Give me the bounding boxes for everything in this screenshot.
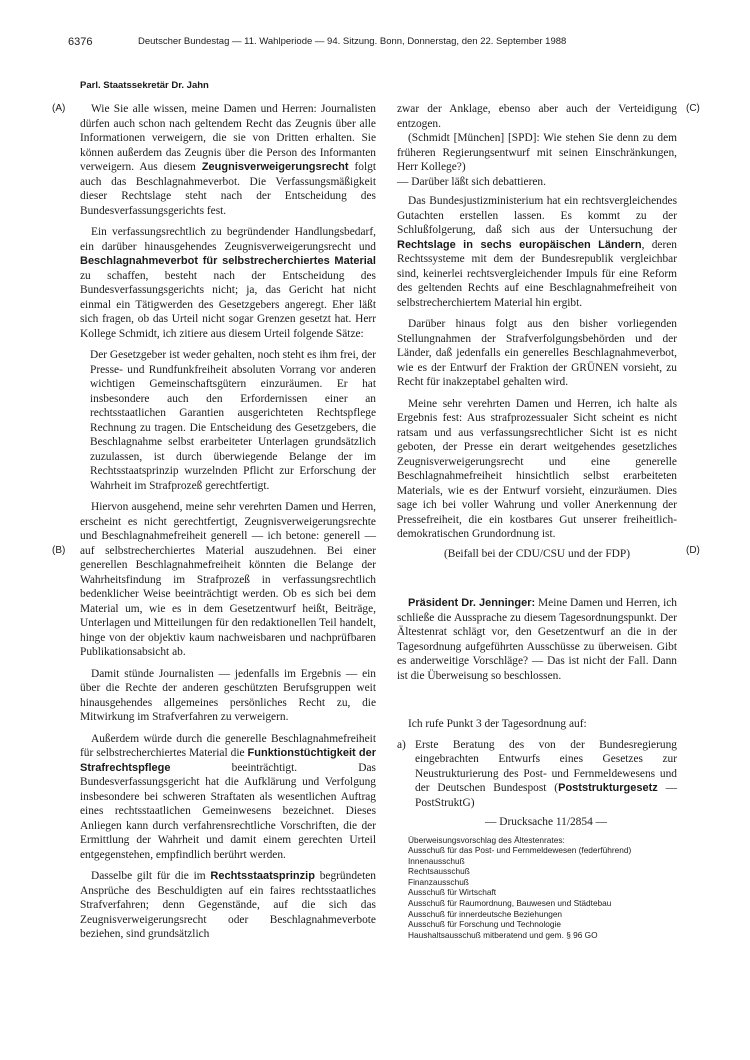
committee-item: Finanzausschuß (408, 876, 469, 887)
paragraph: Das Bundesjustizministerium hat ein rechtsvergleichendes Gutachten erstellen lassen. Es kommt zu der Schlußfolgerung, daß sich aus der Untersuchung der Rechtslage in sechs europäischen Ländern, deren Rechtssysteme mit dem der Bundesrepublik vergleichbar sind, keinerlei rechtsvergleichender Impuls für eine Reform des geltenden Rechts auf eine Beschlagnahmefreiheit von selbstrecherchiertem Material hin ergibt. (397, 195, 677, 309)
paragraph: zwar der Anklage, ebenso aber auch der Verteidigung entzogen. (397, 103, 677, 130)
president-statement: Präsident Dr. Jenninger: Meine Damen und Herren, ich schließe die Aussprache zu diesem Tagesordnungspunkt. Der Ältestenrat schlägt vor, den Gesetzentwurf an die in der Tagesordnung aufgeführten Ausschüsse zu überweisen. Gibt es anderweitige Vorschläge? — Das ist nicht der Fall. Dann ist die Überweisung so beschlossen. (397, 597, 677, 682)
applause: (Beifall bei der CDU/CSU und der FDP) (443, 547, 631, 560)
paragraph: — Darüber läßt sich debattieren. (397, 175, 546, 188)
agenda-call: Ich rufe Punkt 3 der Tagesordnung auf: (408, 718, 587, 730)
page-number: 6376 (68, 36, 93, 48)
interjection: (Schmidt [München] [SPD]: Wie stehen Sie denn zu dem früheren Regierungsentwurf mit seinen Einschränkungen, Herr Kollege?) (397, 132, 677, 173)
committee-item: Rechtsausschuß (408, 866, 470, 877)
right-column (397, 102, 677, 940)
paragraph: Hiervon ausgehend, meine sehr verehrten Damen und Herren, erscheint es nicht gerechtfertigt, Zeugnisverweigerungsrechte und Beschlagnahmefreiheit generell — ich betone: generell — auf selbstrecherchiertes Material auszudehnen. Bei einer generellen Beschlagnahmefreiheit könnten die Belange der Wahrheitsfindung im Strafprozeß in verfassungsrechtlich bedenklicher Weise beeinträchtigt werden. Ob es sich bei dem Material um, wie es in dem Gesetzentwurf heißt, Beiträge, Unterlagen und Mitteilungen für den redaktionellen Teil handelt, hinge von der objektiv kaum nachweisbaren und nachprüfbaren Publikationsabsicht ab. (80, 501, 376, 658)
drucksache: — Drucksache 11/2854 — (485, 816, 607, 828)
agenda-item-text: Erste Beratung des von der Bundesregierung eingebrachten Entwurfs eines Gesetzes zur Neustrukturierung des Post- und Fernmeldewesens und der Deutschen Bundespost (Poststrukturgesetz — PostStruktG) (415, 738, 677, 809)
committee-item: Haushaltsausschuß mitberatend und gem. § 96 GO (408, 929, 598, 940)
paragraph: Dasselbe gilt für die im Rechtsstaatsprinzip begründeten Ansprüche des Beschuldigten auf ein faires rechtsstaatliches Strafverfahren; denn Gegenstände, auf die sich das Zeugnisverweigerungsrecht oder Beschlagnahmeverbote beziehen, sind grundsätzlich (80, 870, 376, 940)
margin-mark-b: (B) (52, 545, 66, 556)
paragraph: Wie Sie alle wissen, meine Damen und Herren: Journalisten dürfen auch schon nach geltendem Recht das Zeugnis über alle Informationen verweigern, die sie von Dritten erhalten. Sie können außerdem das Zeugnis über die Person des Informanten verweigern. Aus diesem Zeugnisverweigerungsrecht folgt auch das Beschlagnahmeverbot. Die Verfassungsmäßigkeit dieser Rechtslage steht nach der Entscheidung des Bundesverfassungsgerichts fest. (80, 103, 376, 217)
paragraph: Meine sehr verehrten Damen und Herren, ich halte als Ergebnis fest: Aus strafprozessualer Sicht scheint es nicht ratsam und aus verfassungsrechtlicher Sicht ist es nicht geboten, der Presse ein derart weitgehendes gesetzliches Zeugnisverweigerungsrecht und eine generelle Beschlagnahmefreiheit hinsichtlich selbst erarbeiteten Materials, wie es der Entwurf vorsieht, einzuräumen. Dies sage ich bei voller Wahrung und voller Anerkennung der Pressefreiheit, die ein kostbares Gut unserer freiheitlich-demokratischen Grundordnung ist. (397, 397, 677, 540)
paragraph: Damit stünde Journalisten — jedenfalls im Ergebnis — ein über die Rechte der anderen geschützten Berufsgruppen weit hinausgehendes allgemeines persönliches Recht zu, die Mitwirkung im Strafverfahren zu verweigern. (80, 667, 376, 723)
committee-item: Ausschuß für Raumordnung, Bauwesen und Städtebau (408, 898, 612, 909)
margin-mark-c: (C) (686, 103, 700, 114)
speaker-heading: Parl. Staatssekretär Dr. Jahn (80, 80, 209, 91)
committee-item: Ausschuß für Forschung und Technologie (408, 919, 561, 930)
committee-item: Ausschuß für innerdeutsche Beziehungen (408, 908, 563, 919)
paragraph: Außerdem würde durch die generelle Beschlagnahmefreiheit für selbstrecherchiertes Material die Funktionstüchtigkeit der Strafrechtspflege beeinträchtigt. Das Bundesverfassungsgericht hat die Aufklärung und Verfolgung insbesondere bei schweren Straftaten als wesentlichen Auftrag eines rechtsstaatlichen Gemeinwesens bezeichnet. Dieses Anliegen kann durch verfahrensrechtliche Vorschriften, die der Ermittlung der Wahrheit und damit einem gerechten Urteil entgegenstehen, empfindlich berührt werden. (80, 732, 377, 861)
left-column (80, 102, 376, 942)
president-name: Präsident Dr. Jenninger: (408, 597, 536, 609)
committee-item: Ausschuß für Wirtschaft (408, 887, 497, 898)
committee-item: Innenausschuß (408, 855, 465, 866)
court-quote: Der Gesetzgeber ist weder gehalten, noch steht es ihm frei, der Presse- und Rundfunkfreiheit absoluten Vorrang vor anderen wichtigen Gemeinschaftsgütern einzuräumen. Er hat insbesondere auch den Erfordernissen einer an rechtsstaatlichen Garantien ausgerichteten Rechtspflege Rechnung zu tragen. Die Entscheidung des Gesetzgebers, die Beschlagnahme selbst erarbeiteter Unterlagen grundsätzlich zuzulassen, ist durch überwiegende Belange der im Rechtsstaatsprinzip wurzelnden Pflicht zur Erforschung der Wahrheit im Strafprozeß gerechtfertigt. (90, 349, 376, 492)
paragraph: Darüber hinaus folgt aus den bisher vorliegenden Stellungnahmen der Strafverfolgungsbehörden und der Länder, daß jedenfalls ein generelles Beschlagnahmeverbot, wie es der Entwurf der Fraktion der GRÜNEN vorsieht, zu Recht für inakzeptabel gehalten wird. (397, 318, 677, 388)
committee-item: Ausschuß für das Post- und Fernmeldewesen (federführend) (408, 845, 632, 856)
committee-heading: Überweisungsvorschlag des Ältestenrates: (408, 834, 565, 845)
agenda-item (397, 738, 677, 811)
margin-mark-a: (A) (52, 103, 66, 114)
running-head: Deutscher Bundestag — 11. Wahlperiode — 94. Sitzung. Bonn, Donnerstag, den 22. September 1988 (138, 36, 567, 47)
agenda-item-label: a) (397, 738, 406, 751)
margin-mark-d: (D) (686, 545, 700, 556)
paragraph: Ein verfassungsrechtlich zu begründender Handlungsbedarf, ein darüber hinausgehendes Zeugnisverweigerungsrecht und Beschlagnahmeverbot für selbstrecherchiertes Material zu schaffen, besteht nach der Entscheidung des Bundesverfassungsgerichts nicht; ja, das Gericht hat nicht einmal ein Tätigwerden des Gesetzgebers angeregt. Eher läßt sich fragen, ob das Urteil nicht sogar Grenzen gesetzt hat. Herr Kollege Schmidt, ich zitiere aus diesem Urteil folgende Sätze: (80, 226, 376, 340)
